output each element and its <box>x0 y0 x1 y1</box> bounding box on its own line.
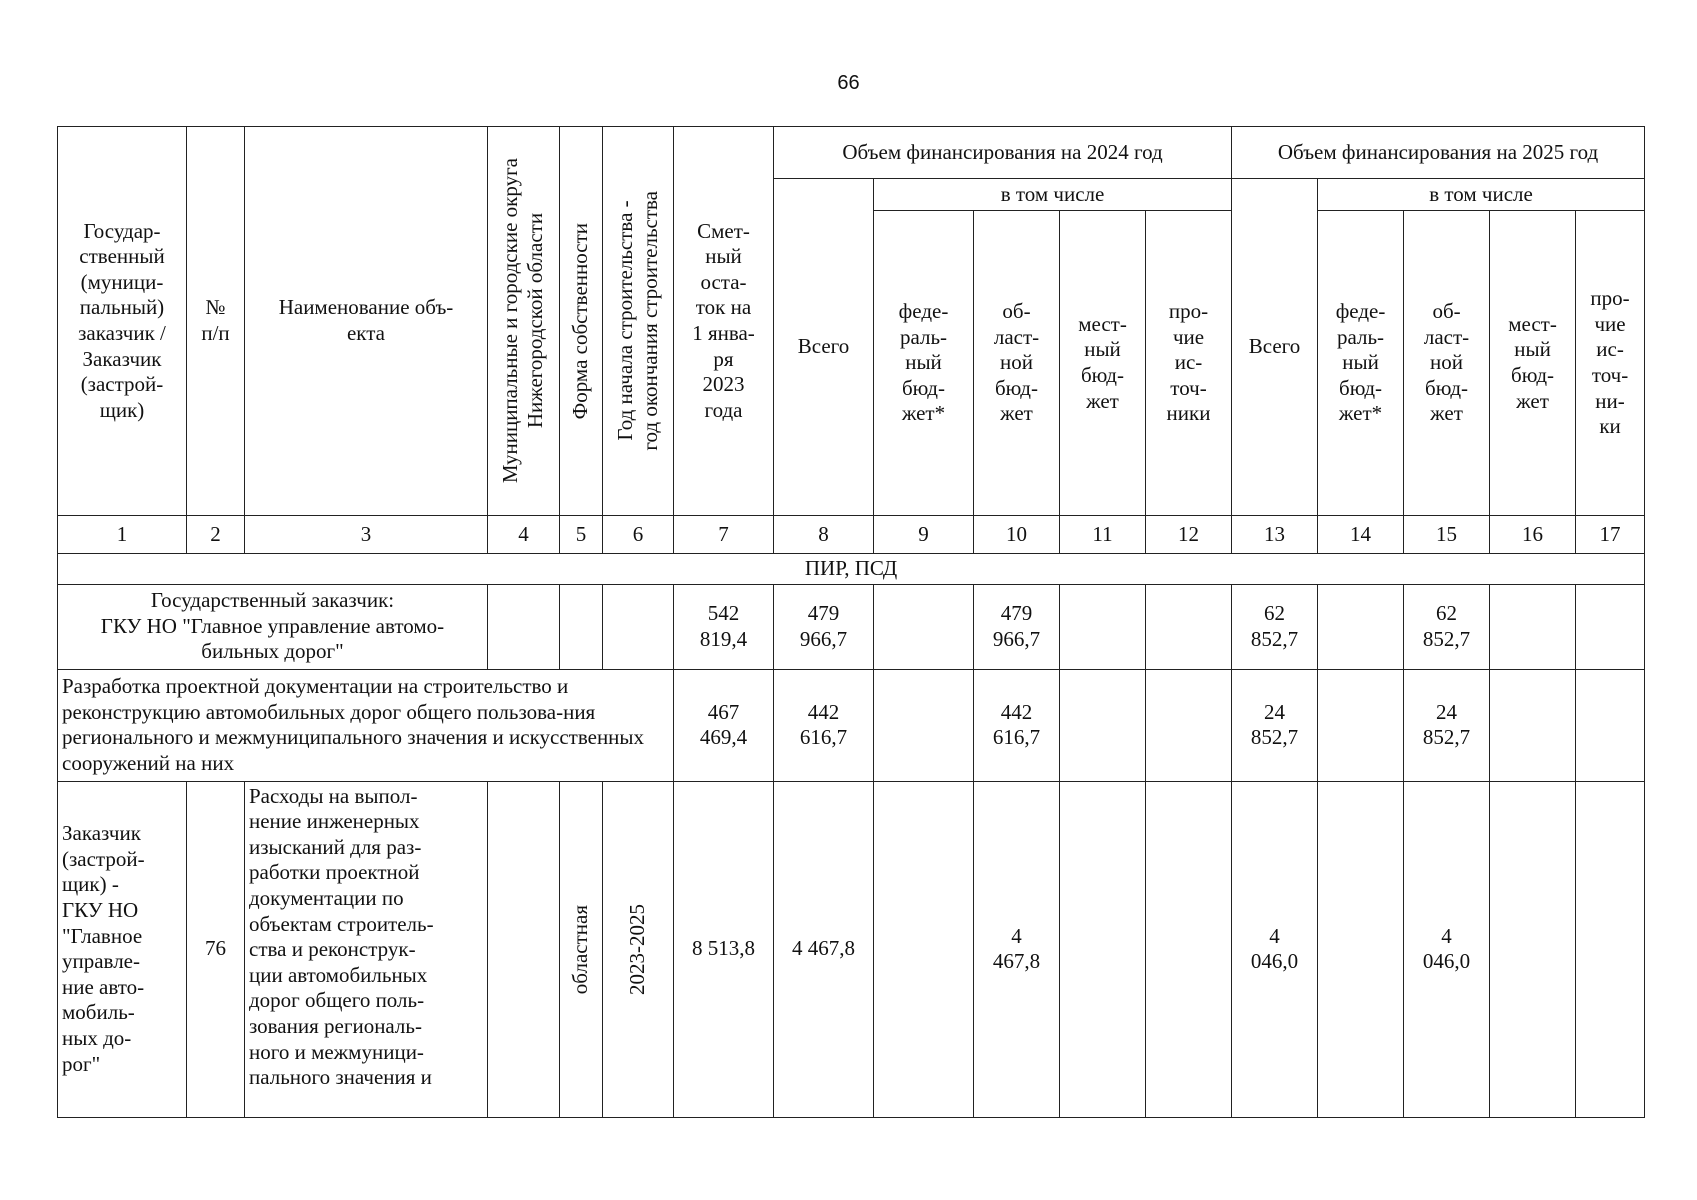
table-row <box>58 781 1645 1117</box>
header-districts-text: Муниципальные и городские округа Нижегородской области <box>498 158 548 484</box>
customer-estimated-balance: 542 819,4 <box>674 584 774 669</box>
empty-cell <box>1576 669 1645 781</box>
column-number: 2 <box>187 516 245 554</box>
empty-cell <box>1060 669 1146 781</box>
column-number: 5 <box>560 516 603 554</box>
empty-cell <box>560 584 603 669</box>
empty-cell <box>488 584 560 669</box>
empty-cell <box>1146 669 1232 781</box>
empty-cell <box>1318 584 1404 669</box>
header-other-2024: про- чие ис- точ- ники <box>1146 211 1232 516</box>
column-number: 4 <box>488 516 560 554</box>
subtotal-total-2025: 24 852,7 <box>1232 669 1318 781</box>
header-ownership-text: Форма собственности <box>568 222 593 420</box>
header-group-2024: Объем финансирования на 2024 год <box>774 127 1232 179</box>
header-estimated-balance: Смет- ный оста- ток на 1 янва- ря 2023 года <box>674 127 774 516</box>
item-customer: Заказчик (застрой- щик) - ГКУ НО "Главное управле- ние авто- мобиль- ных до- рог" <box>58 781 187 1117</box>
item-estimated-balance: 8 513,8 <box>674 781 774 1117</box>
page-number: 66 <box>837 72 860 94</box>
subtotal-name: Разработка проектной документации на строительство и реконструкцию автомобильных дорог общего пользова-ния регионального и межмуниципального значения и искусственных сооружений на них <box>58 669 674 781</box>
header-total-2024: Всего <box>774 179 874 516</box>
empty-cell <box>874 584 974 669</box>
header-ownership <box>560 127 603 516</box>
item-years-text: 2023-2025 <box>625 903 650 995</box>
column-number: 13 <box>1232 516 1318 554</box>
subtotal-estimated-balance: 467 469,4 <box>674 669 774 781</box>
table-row <box>58 669 1645 781</box>
header-other-2025: про- чие ис- точ- ни- ки <box>1576 211 1645 516</box>
item-total-2024: 4 467,8 <box>774 781 874 1117</box>
customer-regional-2025: 62 852,7 <box>1404 584 1490 669</box>
column-number: 10 <box>974 516 1060 554</box>
item-ownership-text: областная <box>568 904 593 994</box>
column-number: 9 <box>874 516 974 554</box>
item-regional-2025: 4 046,0 <box>1404 781 1490 1117</box>
header-in-that-2025: в том числе <box>1318 179 1645 211</box>
column-number: 12 <box>1146 516 1232 554</box>
item-regional-2024: 4 467,8 <box>974 781 1060 1117</box>
header-years <box>603 127 674 516</box>
column-number: 16 <box>1490 516 1576 554</box>
header-total-2025: Всего <box>1232 179 1318 516</box>
empty-cell <box>1146 584 1232 669</box>
header-customer: Государ- ственный (муници- пальный) заказчик / Заказчик (застрой- щик) <box>58 127 187 516</box>
empty-cell <box>1318 781 1404 1117</box>
customer-total-2025: 62 852,7 <box>1232 584 1318 669</box>
column-number: 6 <box>603 516 674 554</box>
header-districts <box>488 127 560 516</box>
column-number: 15 <box>1404 516 1490 554</box>
header-number: № п/п <box>187 127 245 516</box>
customer-name: Государственный заказчик: ГКУ НО "Главное управление автомо- бильных дорог" <box>58 584 488 669</box>
column-number: 14 <box>1318 516 1404 554</box>
header-federal-2025: феде- раль- ный бюд- жет* <box>1318 211 1404 516</box>
column-number: 3 <box>245 516 488 554</box>
item-total-2025: 4 046,0 <box>1232 781 1318 1117</box>
header-federal-2024: феде- раль- ный бюд- жет* <box>874 211 974 516</box>
customer-total-2024: 479 966,7 <box>774 584 874 669</box>
column-number: 11 <box>1060 516 1146 554</box>
financing-table <box>57 126 1645 1118</box>
item-number: 76 <box>187 781 245 1117</box>
empty-cell <box>874 781 974 1117</box>
header-object-name: Наименование объ- екта <box>245 127 488 516</box>
empty-cell <box>1060 781 1146 1117</box>
empty-cell <box>603 584 674 669</box>
empty-cell <box>1060 584 1146 669</box>
column-number: 7 <box>674 516 774 554</box>
empty-cell <box>1146 781 1232 1117</box>
subtotal-regional-2025: 24 852,7 <box>1404 669 1490 781</box>
empty-cell <box>488 781 560 1117</box>
subtotal-total-2024: 442 616,7 <box>774 669 874 781</box>
table-row <box>58 584 1645 669</box>
header-local-2024: мест- ный бюд- жет <box>1060 211 1146 516</box>
column-number: 8 <box>774 516 874 554</box>
customer-regional-2024: 479 966,7 <box>974 584 1060 669</box>
header-local-2025: мест- ный бюд- жет <box>1490 211 1576 516</box>
item-ownership <box>560 781 603 1117</box>
empty-cell <box>1576 584 1645 669</box>
header-regional-2025: об- ласт- ной бюд- жет <box>1404 211 1490 516</box>
column-number: 1 <box>58 516 187 554</box>
empty-cell <box>1490 781 1576 1117</box>
empty-cell <box>1576 781 1645 1117</box>
empty-cell <box>1318 669 1404 781</box>
subtotal-regional-2024: 442 616,7 <box>974 669 1060 781</box>
header-group-2025: Объем финансирования на 2025 год <box>1232 127 1645 179</box>
empty-cell <box>874 669 974 781</box>
item-years <box>603 781 674 1117</box>
column-number: 17 <box>1576 516 1645 554</box>
empty-cell <box>1490 669 1576 781</box>
item-object-name: Расходы на выпол- нение инженерных изысканий для раз- работки проектной документации по объектам строитель- ства и реконструк- ции автомобильных дорог общего поль- зования региональ- ного и межмуници- пального значения и <box>245 781 488 1117</box>
section-title: ПИР, ПСД <box>58 554 1645 585</box>
header-regional-2024: об- ласт- ной бюд- жет <box>974 211 1060 516</box>
header-in-that-2024: в том числе <box>874 179 1232 211</box>
empty-cell <box>1490 584 1576 669</box>
header-years-text: Год начала строительства - год окончания строительства <box>612 191 662 451</box>
